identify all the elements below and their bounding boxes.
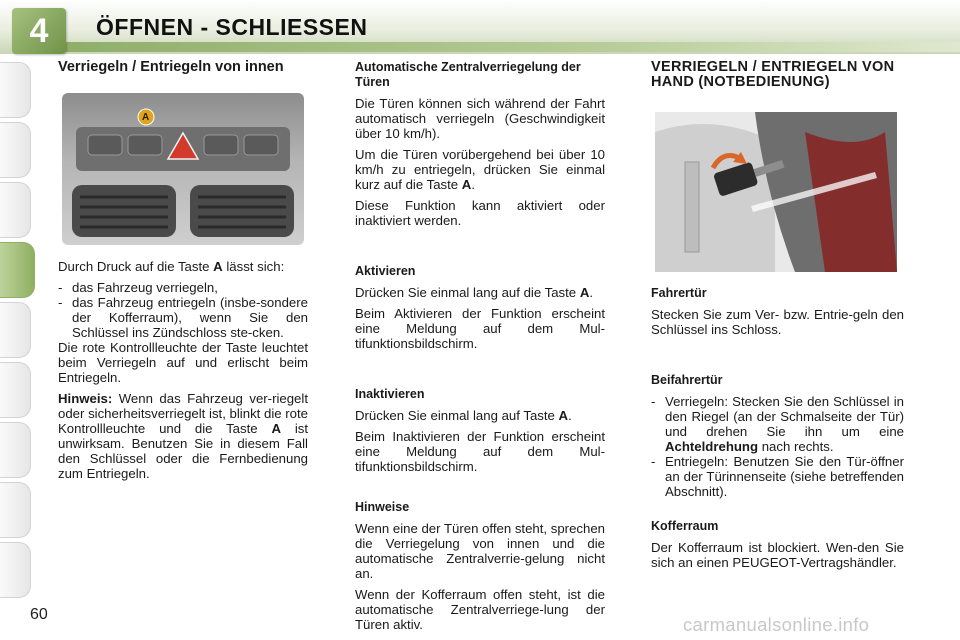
paragraph-boot: Der Kofferraum ist blockiert. Wen-den Sie sich an einen PEUGEOT-Vertragshändler. [651, 540, 904, 570]
chapter-tab-7[interactable] [0, 422, 31, 478]
dashboard-lock-button-figure [62, 93, 304, 245]
chapter-tab-1[interactable] [0, 62, 31, 118]
chapter-tabs [0, 62, 36, 602]
paragraph-indicator: Die rote Kontrollleuchte der Taste leuchtet beim Verriegeln auf und erlischt beim Entriegeln. [58, 340, 308, 385]
chapter-tab-2[interactable] [0, 122, 31, 178]
header-rule [60, 42, 960, 52]
button-a-callout-label: A [142, 112, 150, 123]
chapter-tab-5[interactable] [0, 302, 31, 358]
section-title-deactivate: Inaktivieren [355, 387, 425, 401]
chapter-tab-6[interactable] [0, 362, 31, 418]
chapter-tab-3[interactable] [0, 182, 31, 238]
paragraph-driver-door: Stecken Sie zum Ver- bzw. Entrie-geln den Schlüssel ins Schloss. [651, 307, 904, 337]
chapter-badge: 4 [12, 8, 66, 54]
paragraph-temporary-unlock: Um die Türen vorübergehend bei über 10 km/h zu entriegeln, drücken Sie einmal kurz auf die Taste A. [355, 147, 605, 192]
section-title-auto-lock: Automatische Zentralverriegelung der Türen [355, 60, 581, 89]
paragraph-auto-lock: Die Türen können sich während der Fahrt automatisch verriegeln (Geschwindigkeit über 10 km/h). [355, 96, 605, 141]
door-key-illustration [655, 112, 897, 272]
paragraph-deactivate-message: Beim Inaktivieren der Funktion erscheint eine Meldung auf dem Mul-tifunktionsbildschirm. [355, 429, 605, 474]
paragraph-hint-boot-open: Wenn der Kofferraum offen steht, ist die automatische Zentralverriege-lung der Türen aktiv. [355, 587, 605, 632]
column-left [58, 60, 308, 487]
chapter-tab-4-active[interactable] [0, 242, 35, 298]
list-item: - Verriegeln: Stecken Sie den Schlüssel in den Riegel (an der Schmalseite der Tür) und drehen Sie ihn um eine Achteldrehung nach rechts. [651, 394, 904, 454]
section-title-hints: Hinweise [355, 500, 410, 514]
paragraph-activate-message: Beim Aktivieren der Funktion erscheint eine Meldung auf dem Mul-tifunktionsbildschirm. [355, 306, 605, 351]
column-right [651, 60, 904, 576]
list-item: - Entriegeln: Benutzen Sie den Tür-öffner an der Türinnenseite (siehe betreffenden Abschnitt). [651, 454, 904, 499]
chapter-tab-8[interactable] [0, 482, 31, 538]
lock-actions-list [58, 280, 308, 340]
paragraph-note: Hinweis: Wenn das Fahrzeug ver-riegelt oder sicherheitsverriegelt ist, blinkt die rote Kontrollleuchte und die Taste A ist unwirksam. Benutzen Sie in diesem Fall den Schlüssel oder die Fernbedienung zum Entriegeln. [58, 391, 309, 481]
section-title-activate: Aktivieren [355, 264, 416, 278]
page-number: 60 [30, 606, 48, 623]
list-item: - das Fahrzeug entriegeln (insbe-sondere der Kofferraum), wenn Sie den Schlüssel ins Zündschloss ste-cken. [58, 295, 308, 340]
door-lock-figure [655, 112, 897, 272]
paragraph-activate-press: Drücken Sie einmal lang auf die Taste A. [355, 285, 594, 300]
section-title-manual-lock: VERRIEGELN / ENTRIEGELN VON HAND (NOTBEDIENUNG) [651, 59, 895, 90]
section-title-driver-door: Fahrertür [651, 286, 707, 300]
list-item: - das Fahrzeug verriegeln, [58, 280, 308, 295]
section-title-boot: Kofferraum [651, 519, 719, 533]
chapter-tab-9[interactable] [0, 542, 31, 598]
dashboard-illustration [62, 93, 304, 245]
section-title-interior-lock: Verriegeln / Entriegeln von innen [58, 59, 284, 75]
page-title: ÖFFNEN - SCHLIESSEN [96, 14, 368, 40]
paragraph-press-button: Durch Druck auf die Taste A lässt sich: [58, 259, 285, 274]
watermark-text: carmanualsonline.info [683, 614, 870, 635]
paragraph-function-toggle: Diese Funktion kann aktiviert oder inaktiviert werden. [355, 198, 605, 228]
column-middle [355, 60, 605, 638]
paragraph-deactivate-press: Drücken Sie einmal lang auf Taste A. [355, 408, 572, 423]
paragraph-hint-door-open: Wenn eine der Türen offen steht, sprechen die Verriegelung von innen und die automatische Zentralverrie-gelung nicht an. [355, 521, 605, 581]
section-title-passenger-door: Beifahrertür [651, 373, 723, 387]
passenger-door-list [651, 394, 904, 499]
